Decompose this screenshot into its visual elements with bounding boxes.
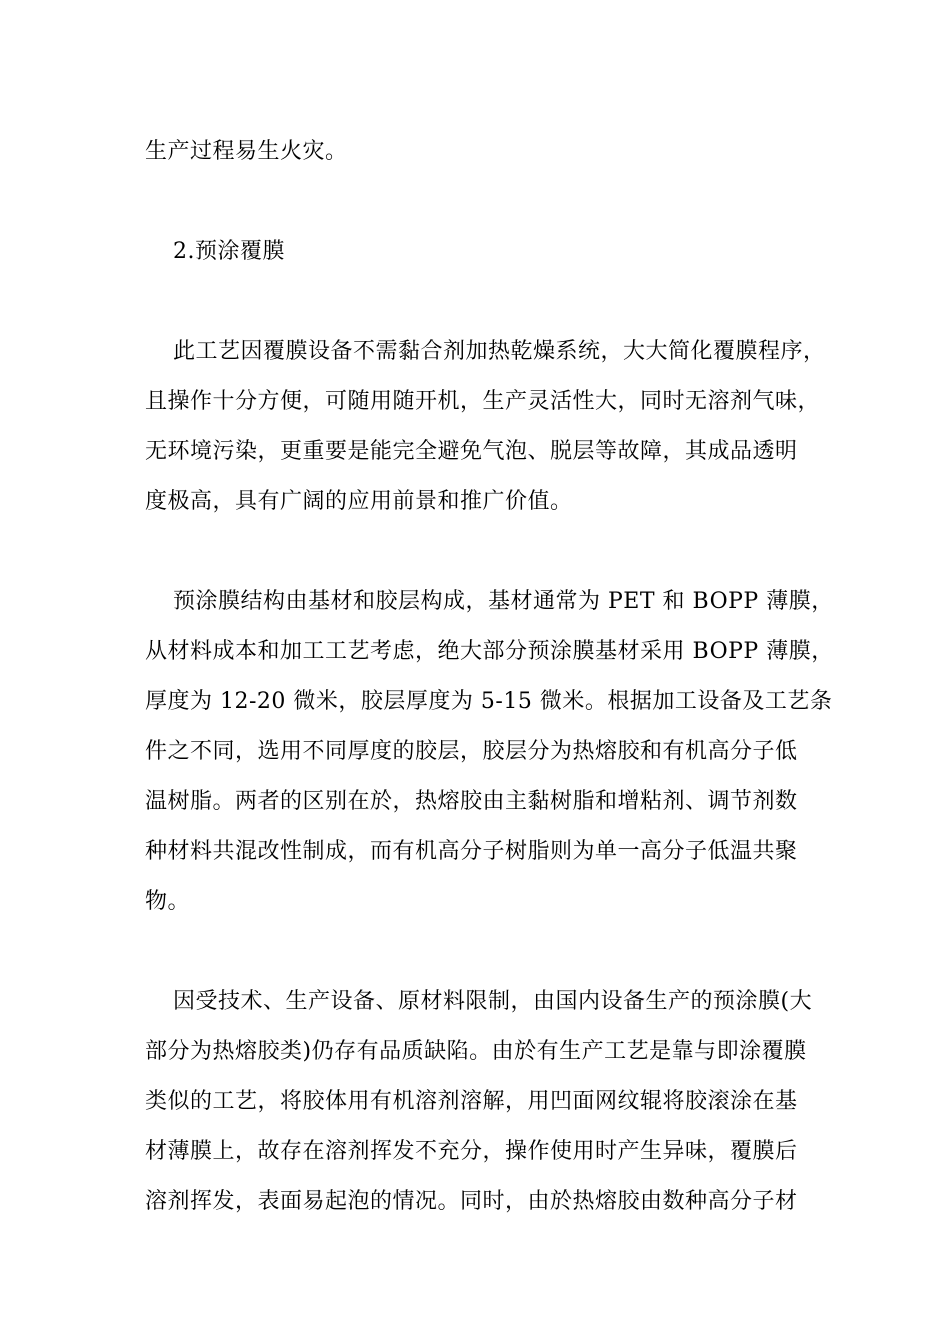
- paragraph-line: 温树脂。两者的区别在於，热熔胶由主黏树脂和增粘剂、调节剂数: [145, 789, 798, 814]
- paragraph-line: 种材料共混改性制成，而有机高分子树脂则为单一高分子低温共聚: [145, 839, 798, 864]
- paragraph-line: 从材料成本和加工工艺考虑，绝大部分预涂膜基材采用 BOPP 薄膜，: [145, 639, 834, 664]
- paragraph-line: 生产过程易生火灾。: [145, 139, 348, 164]
- paragraph-line: 且操作十分方便，可随用随开机，生产灵活性大，同时无溶剂气味，: [145, 389, 821, 414]
- paragraph-line: 件之不同，选用不同厚度的胶层，胶层分为热熔胶和有机高分子低: [145, 739, 798, 764]
- paragraph-line: 因受技术、生产设备、原材料限制，由国内设备生产的预涂膜(大: [173, 989, 813, 1014]
- paragraph-line: 溶剂挥发，表面易起泡的情况。同时，由於热熔胶由数种高分子材: [145, 1189, 798, 1214]
- paragraph-line: 预涂膜结构由基材和胶层构成，基材通常为 PET 和 BOPP 薄膜，: [173, 589, 834, 614]
- paragraph-line: 部分为热熔胶类)仍存有品质缺陷。由於有生产工艺是靠与即涂覆膜: [145, 1039, 807, 1064]
- section-heading: 2.预涂覆膜: [173, 239, 285, 264]
- paragraph-line: 度极高，具有广阔的应用前景和推广价值。: [145, 489, 573, 514]
- paragraph-line: 物。: [145, 889, 191, 914]
- paragraph-line: 材薄膜上，故存在溶剂挥发不充分，操作使用时产生异味，覆膜后: [145, 1139, 798, 1164]
- paragraph-line: 类似的工艺，将胶体用有机溶剂溶解，用凹面网纹辊将胶滚涂在基: [145, 1089, 798, 1114]
- paragraph-line: 无环境污染，更重要是能完全避免气泡、脱层等故障，其成品透明: [145, 439, 798, 464]
- paragraph-line: 此工艺因覆膜设备不需黏合剂加热乾燥系统，大大简化覆膜程序，: [173, 339, 826, 364]
- paragraph-line: 厚度为 12-20 微米，胶层厚度为 5-15 微米。根据加工设备及工艺条: [145, 689, 833, 714]
